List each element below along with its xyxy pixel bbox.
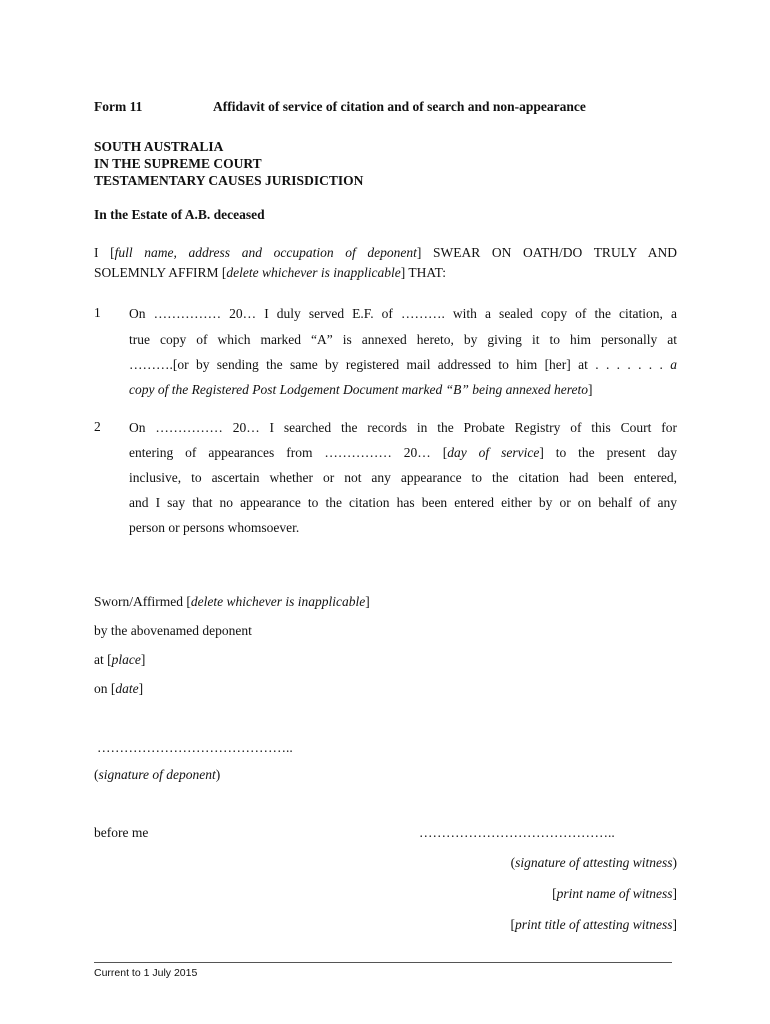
court-jurisdiction: TESTAMENTARY CAUSES JURISDICTION <box>94 173 364 188</box>
footer-currency-note: Current to 1 July 2015 <box>94 967 198 979</box>
witness-name-caption: [print name of witness] <box>552 886 677 901</box>
form-number: Form 11 <box>94 99 143 114</box>
witness-signature-caption: (signature of attesting witness) <box>510 855 677 870</box>
paragraph-1-line-2: true copy of which marked “A” is annexed hereto, by giving it to him personally at <box>129 332 677 347</box>
deponent-signature-caption: (signature of deponent) <box>94 767 221 782</box>
paragraph-1-line-1: On …………… 20… I duly served E.F. of ………. with a sealed copy of the citation, a <box>129 306 677 321</box>
intro-line-2: SOLEMNLY AFFIRM [delete whichever is inapplicable] THAT: <box>94 265 446 280</box>
date-line: on [date] <box>94 681 144 696</box>
paragraph-2-line-2: entering of appearances from …………… 20… [day of service] to the present day <box>129 445 678 460</box>
footer-divider <box>94 962 672 963</box>
before-me-label: before me <box>94 825 149 840</box>
intro-line-1: I [full name, address and occupation of deponent] SWEAR ON OATH/DO TRULY AND <box>94 245 677 260</box>
paragraph-2-line-4: and I say that no appearance to the citation has been entered either by or on behalf of any <box>129 495 677 510</box>
form-title: Affidavit of service of citation and of search and non-appearance <box>213 99 586 114</box>
deponent-signature-line: …………………………………….. <box>97 740 293 755</box>
witness-title-caption: [print title of attesting witness] <box>510 917 677 932</box>
paragraph-2-number: 2 <box>94 419 101 434</box>
court-state: SOUTH AUSTRALIA <box>94 139 224 154</box>
paragraph-1-number: 1 <box>94 305 101 320</box>
paragraph-1-line-4: copy of the Registered Post Lodgement Document marked “B” being annexed hereto] <box>129 382 593 397</box>
deponent-line: by the abovenamed deponent <box>94 623 252 638</box>
estate-heading: In the Estate of A.B. deceased <box>94 207 265 222</box>
sworn-affirmed-line: Sworn/Affirmed [delete whichever is inapplicable] <box>94 594 370 609</box>
paragraph-2-line-3: inclusive, to ascertain whether or not any appearance to the citation had been entered, <box>129 470 677 485</box>
paragraph-2-line-1: On …………… 20… I searched the records in the Probate Registry of this Court for <box>129 420 677 435</box>
paragraph-1-line-3: ……….[or by sending the same by registered mail addressed to him [her] at . . . . . . . a <box>129 357 677 372</box>
witness-signature-line: …………………………………….. <box>419 825 615 840</box>
court-name: IN THE SUPREME COURT <box>94 156 262 171</box>
place-line: at [place] <box>94 652 146 667</box>
paragraph-2-line-5: person or persons whomsoever. <box>129 520 300 535</box>
